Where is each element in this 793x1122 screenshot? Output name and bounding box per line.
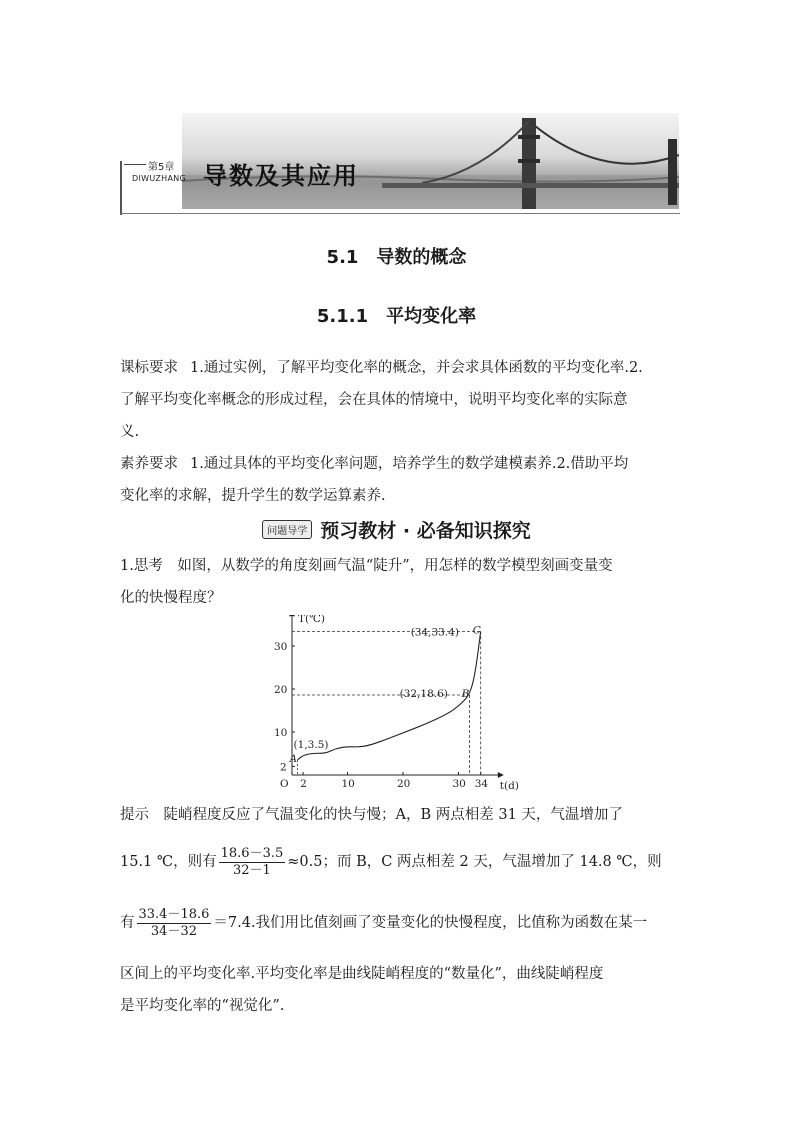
answer-line2-a: 15.1 ℃，则有	[120, 854, 217, 870]
literacy-req-line2: 变化率的求解，提升学生的数学运算素养.	[120, 488, 386, 504]
temperature-chart-svg	[270, 615, 520, 800]
section-badge: 问题导学	[262, 520, 312, 539]
fraction-bc	[137, 907, 212, 940]
fraction-ab-numerator: 18.6－3.5	[220, 845, 284, 861]
answer-line1-wrap	[120, 800, 680, 830]
y-axis-label: T(℃)	[298, 615, 325, 626]
course-requirements	[120, 352, 680, 512]
question-line2: 化的快慢程度？	[120, 590, 222, 606]
course-req-line3: 义.	[120, 424, 140, 440]
section-title: 5.1 导数的概念	[326, 247, 467, 268]
answer-line1: 提示 陡峭程度反应了气温变化的快与慢；A，B 两点相差 31 天，气温增加了	[120, 807, 623, 823]
x-tick-label: 10	[341, 778, 355, 790]
answer-line4: 区间上的平均变化率.平均变化率是曲线陡峭程度的“数量化”，曲线陡峭程度	[120, 966, 604, 982]
x-tick-label: 34	[474, 778, 489, 790]
temperature-graph	[270, 615, 520, 800]
course-req-line2: 了解平均变化率概念的形成过程，会在具体的情境中，说明平均变化率的实际意	[120, 392, 628, 408]
point-coord-B: (32,18.6)	[399, 688, 448, 701]
banner-frame-left	[120, 161, 122, 215]
fraction-bc-numerator: 33.4－18.6	[138, 906, 210, 922]
section-heading-title: 预习教材 · 必备知识探究	[320, 520, 531, 542]
point-coord-A: (1,3.5)	[293, 738, 329, 751]
x-axis-arrow	[498, 772, 504, 778]
point-coord-C: (34,33.4)	[410, 626, 459, 639]
fraction-ab-denominator: 32－1	[233, 862, 271, 878]
point-name-A: A	[289, 752, 298, 765]
chapter-banner	[120, 113, 680, 215]
point-name-B: B	[461, 688, 470, 701]
course-req-label: 课标要求	[120, 360, 178, 376]
fraction-bc-denominator: 34－32	[150, 923, 197, 939]
answer-line3-wrap	[120, 906, 680, 940]
x-tick-label: 30	[452, 778, 466, 790]
y-tick-label: 10	[274, 727, 288, 739]
question-block	[120, 550, 680, 614]
y-axis-arrow	[289, 615, 295, 616]
x-tick-label: 2	[300, 778, 307, 790]
banner-frame-bottom	[120, 213, 680, 214]
question-line1: 1.思考 如图，从数学的角度刻画气温“陡升”，用怎样的数学模型刻画变量变	[120, 558, 613, 574]
y-tick-label: 20	[274, 684, 288, 696]
x-tick-label: 20	[397, 778, 411, 790]
answer-line5: 是平均变化率的“视觉化”.	[120, 998, 285, 1014]
point-name-C: C	[472, 624, 481, 637]
answer-line3-a: 有	[120, 915, 135, 931]
chapter-rule	[124, 164, 146, 165]
literacy-req-label: 素养要求	[120, 456, 178, 472]
chapter-pinyin: DIWUZHANG	[132, 174, 186, 183]
chapter-number: 第5章	[148, 162, 175, 173]
origin-label: O	[280, 778, 289, 790]
y-tick-label: 2	[280, 761, 287, 774]
answer-line2-wrap	[120, 845, 680, 879]
x-axis-label: t(d)	[499, 780, 519, 792]
fraction-ab	[219, 846, 286, 879]
answer-tail	[120, 958, 680, 1022]
answer-line2-b: ≈0.5；而 B，C 两点相差 2 天，气温增加了 14.8 ℃，则	[287, 854, 662, 870]
subsection-title: 5.1.1 平均变化率	[316, 306, 477, 327]
literacy-req-line1: 1.通过具体的平均变化率问题，培养学生的数学建模素养.2.借助平均	[190, 456, 629, 472]
section-heading	[0, 516, 793, 543]
y-tick-label: 30	[274, 641, 288, 653]
course-req-line1: 1.通过实例，了解平均变化率的概念，并会求具体函数的平均变化率.2.	[190, 360, 643, 376]
answer-line3-b: ＝7.4.我们用比值刻画了变量变化的快慢程度，比值称为函数在某一	[213, 915, 648, 931]
chapter-title: 导数及其应用	[203, 162, 359, 190]
